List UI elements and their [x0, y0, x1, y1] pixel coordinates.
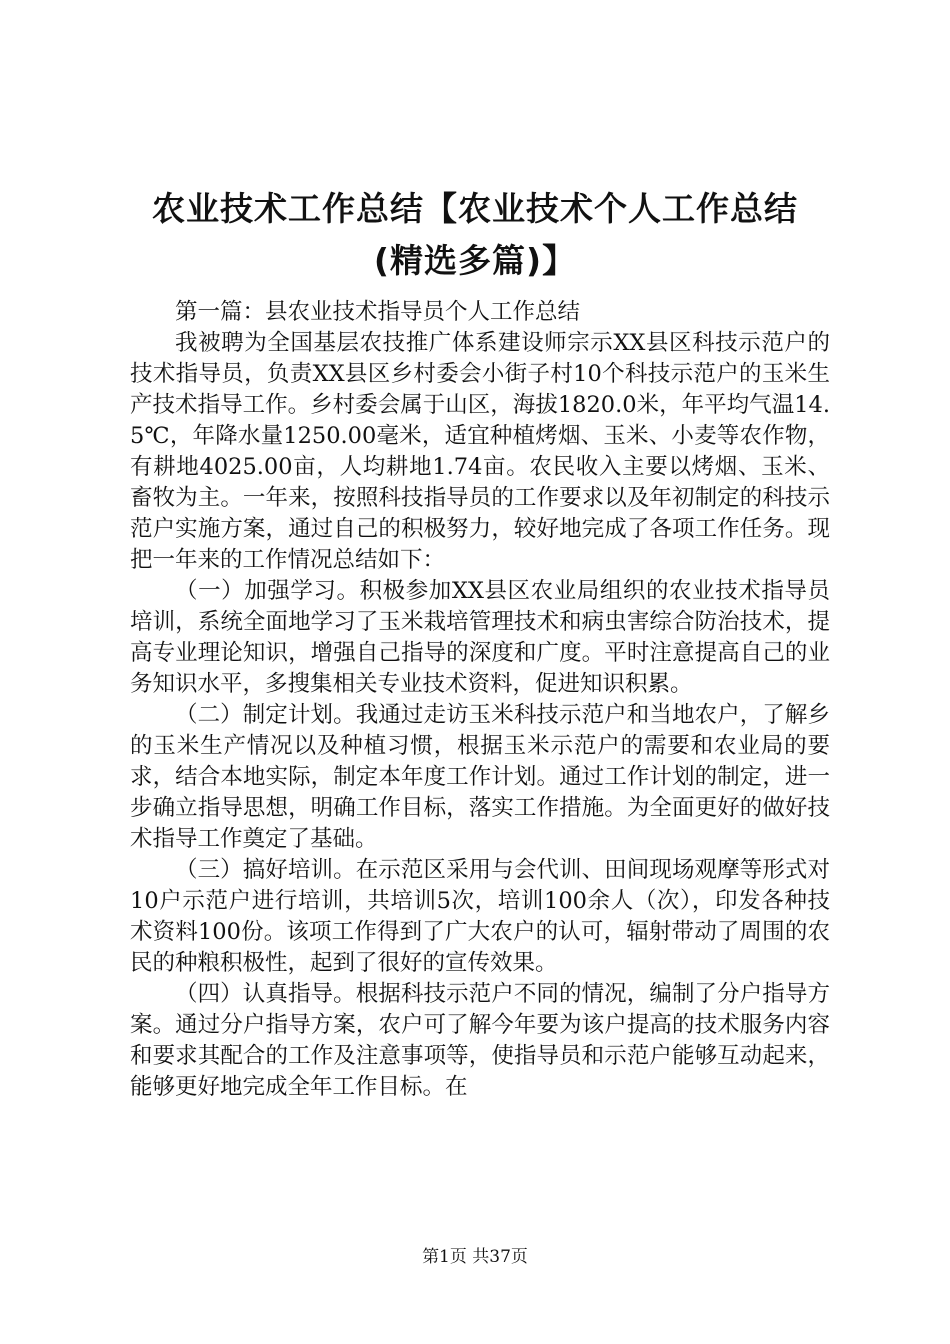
title-line-1: 农业技术工作总结【农业技术个人工作总结	[152, 189, 798, 228]
paragraph-training: （三）搞好培训。在示范区采用与会代训、田间现场观摩等形式对10户示范户进行培训，共培训5次，培训100余人（次），印发各种技术资料100份。该项工作得到了广大农户的认可，辐射带动了周围的农民的种粮积极性，起到了很好的宣传效果。	[130, 857, 830, 976]
document-title	[60, 183, 890, 287]
paragraph-intro: 我被聘为全国基层农技推广体系建设师宗示XX县区科技示范户的技术指导员，负责XX县区乡村委会小街子村10个科技示范户的玉米生产技术指导工作。乡村委会属于山区，海拔1820.0米，年平均气温14.5℃，年降水量1250.00毫米，适宜种植烤烟、玉米、小麦等农作物，有耕地4025.00亩，人均耕地1.74亩。农民收入主要以烤烟、玉米、畜牧为主。一年来，按照科技指导员的工作要求以及年初制定的科技示范户实施方案，通过自己的积极努力，较好地完成了各项工作任务。现把一年来的工作情况总结如下：	[130, 330, 830, 573]
paragraph-guidance: （四）认真指导。根据科技示范户不同的情况，编制了分户指导方案。通过分户指导方案，农户可了解今年要为该户提高的技术服务内容和要求其配合的工作及注意事项等，使指导员和示范户能够互动起来，能够更好地完成全年工作目标。在	[130, 981, 830, 1100]
page-footer: 第1页 共37页	[422, 1247, 528, 1267]
document-body	[130, 297, 830, 1103]
paragraph-study: （一）加强学习。积极参加XX县区农业局组织的农业技术指导员培训，系统全面地学习了玉米栽培管理技术和病虫害综合防治技术，提高专业理论知识，增强自己指导的深度和广度。平时注意提高自己的业务知识水平，多搜集相关专业技术资料，促进知识积累。	[130, 578, 830, 697]
title-line-2: (精选多篇)】	[373, 241, 577, 280]
section-heading: 第一篇：县农业技术指导员个人工作总结	[175, 299, 581, 325]
paragraph-plan: （二）制定计划。我通过走访玉米科技示范户和当地农户，了解乡的玉米生产情况以及种植习惯，根据玉米示范户的需要和农业局的要求，结合本地实际，制定本年度工作计划。通过工作计划的制定，进一步确立指导思想，明确工作目标，落实工作措施。为全面更好的做好技术指导工作奠定了基础。	[130, 702, 830, 852]
